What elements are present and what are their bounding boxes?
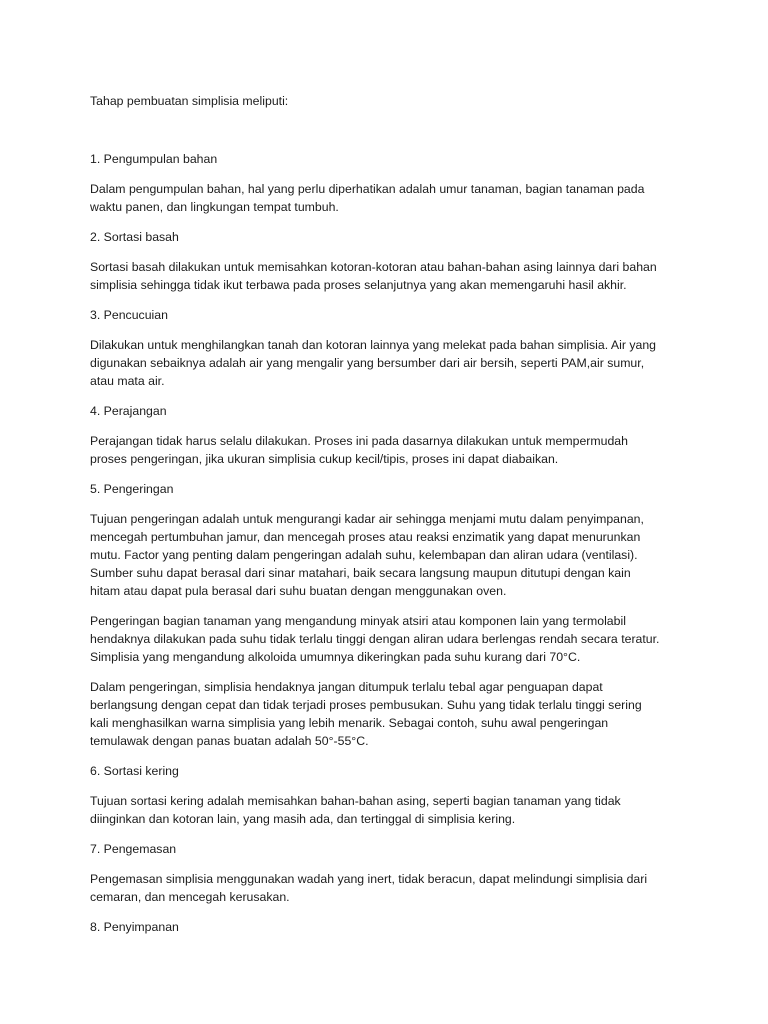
section-heading-sortasi-kering: 6. Sortasi kering: [90, 764, 179, 778]
paragraph-line: waktu panen, dan lingkungan tempat tumbuh.: [90, 200, 339, 214]
section-heading-pengumpulan-bahan: 1. Pengumpulan bahan: [90, 152, 218, 166]
paragraph-line: Dalam pengumpulan bahan, hal yang perlu diperhatikan adalah umur tanaman, bagian tanaman pada: [90, 182, 645, 196]
paragraph-line: diinginkan dan kotoran lain, yang masih ada, dan tertinggal di simplisia kering.: [90, 812, 516, 826]
section-heading-penyimpanan: 8. Penyimpanan: [90, 920, 179, 934]
paragraph-line: cemaran, dan mencegah kerusakan.: [90, 890, 290, 904]
paragraph-line: Tujuan pengeringan adalah untuk mengurangi kadar air sehingga menjami mutu dalam penyimpanan,: [90, 512, 644, 526]
paragraph-line: Pengeringan bagian tanaman yang mengandung minyak atsiri atau komponen lain yang termolabil: [90, 614, 626, 628]
paragraph-line: Sumber suhu dapat berasal dari sinar matahari, baik secara langsung maupun ditutupi dengan kain: [90, 566, 631, 580]
paragraph-line: Dilakukan untuk menghilangkan tanah dan kotoran lainnya yang melekat pada bahan simplisia. Air yang: [90, 338, 657, 352]
paragraph-line: digunakan sebaiknya adalah air yang mengalir yang bersumber dari air bersih, seperti PAM,air sumur,: [90, 356, 645, 370]
section-heading-pengeringan: 5. Pengeringan: [90, 482, 174, 496]
paragraph-line: Perajangan tidak harus selalu dilakukan. Proses ini pada dasarnya dilakukan untuk mempermudah: [90, 434, 628, 448]
paragraph-line: berlangsung dengan cepat dan tidak terjadi proses pembusukan. Suhu yang tidak terlalu tinggi sering: [90, 698, 642, 712]
paragraph-line: Tujuan sortasi kering adalah memisahkan bahan-bahan asing, seperti bagian tanaman yang tidak: [90, 794, 621, 808]
section-heading-sortasi-basah: 2. Sortasi basah: [90, 230, 179, 244]
paragraph-line: simplisia sehingga tidak ikut terbawa pada proses selanjutnya yang akan memengaruhi hasil akhir.: [90, 278, 627, 292]
document-intro: Tahap pembuatan simplisia meliputi:: [90, 94, 289, 108]
section-heading-pencucuian: 3. Pencucuian: [90, 308, 168, 322]
paragraph-line: hendaknya dilakukan pada suhu tidak terlalu tinggi dengan aliran udara berlengas rendah secara teratur.: [90, 632, 660, 646]
paragraph-line: temulawak dengan panas buatan adalah 50°-55°C.: [90, 734, 369, 748]
paragraph-line: atau mata air.: [90, 374, 165, 388]
paragraph-line: Sortasi basah dilakukan untuk memisahkan kotoran-kotoran atau bahan-bahan asing lainnya dari bahan: [90, 260, 657, 274]
paragraph-line: mutu. Factor yang penting dalam pengeringan adalah suhu, kelembapan dan aliran udara (ventilasi).: [90, 548, 638, 562]
paragraph-line: Simplisia yang mengandung alkoloida umumnya dikeringkan pada suhu kurang dari 70°C.: [90, 650, 581, 664]
section-heading-pengemasan: 7. Pengemasan: [90, 842, 177, 856]
section-heading-perajangan: 4. Perajangan: [90, 404, 167, 418]
paragraph-line: mencegah pertumbuhan jamur, dan mencegah proses atau reaksi enzimatik yang dapat menurunkan: [90, 530, 641, 544]
paragraph-line: kali menghasilkan warna simplisia yang lebih menarik. Sebagai contoh, suhu awal pengeringan: [90, 716, 609, 730]
paragraph-line: proses pengeringan, jika ukuran simplisia cukup kecil/tipis, proses ini dapat diabaikan.: [90, 452, 559, 466]
paragraph-line: hitam atau dapat pula berasal dari suhu buatan dengan menggunakan oven.: [90, 584, 507, 598]
paragraph-line: Pengemasan simplisia menggunakan wadah yang inert, tidak beracun, dapat melindungi simplisia dari: [90, 872, 648, 886]
paragraph-line: Dalam pengeringan, simplisia hendaknya jangan ditumpuk terlalu tebal agar penguapan dapat: [90, 680, 603, 694]
